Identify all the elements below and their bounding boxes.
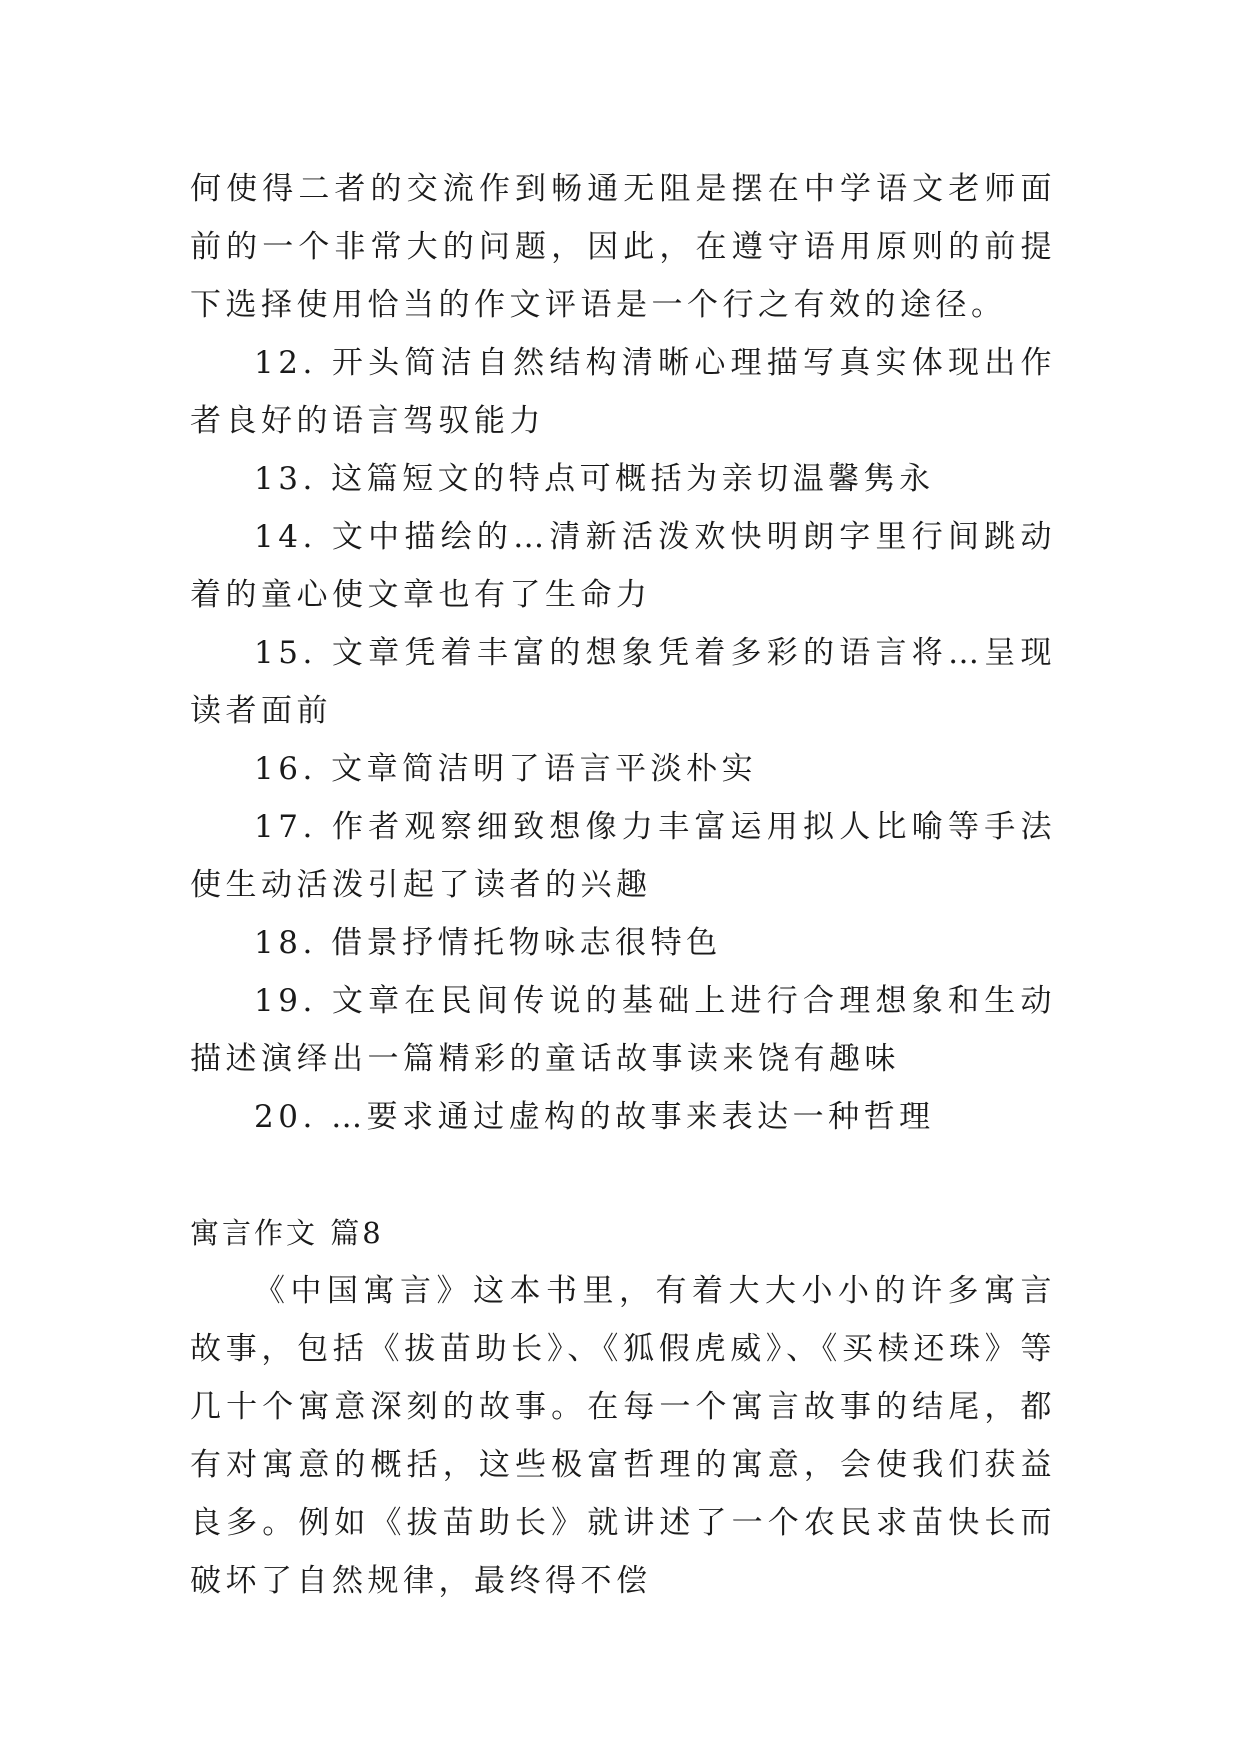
list-item-19: 19. 文章在民间传说的基础上进行合理想象和生动描述演绎出一篇精彩的童话故事读来饶有趣味 bbox=[190, 983, 1056, 1077]
list-item-13: 13. 这篇短文的特点可概括为亲切温馨隽永 bbox=[254, 461, 935, 497]
list-item-17: 17. 作者观察细致想像力丰富运用拟人比喻等手法使生动活泼引起了读者的兴趣 bbox=[190, 809, 1056, 903]
list-item-12: 12. 开头简洁自然结构清晰心理描写真实体现出作者良好的语言驾驭能力 bbox=[190, 345, 1056, 439]
list-item-20: 20. …要求通过虚构的故事来表达一种哲理 bbox=[254, 1099, 935, 1135]
list-item-14: 14. 文中描绘的…清新活泼欢快明朗字里行间跳动着的童心使文章也有了生命力 bbox=[190, 519, 1056, 613]
section-paragraph: 《中国寓言》这本书里，有着大大小小的许多寓言故事，包括《拔苗助长》、《狐假虎威》、《买椟还珠》等几十个寓意深刻的故事。在每一个寓言故事的结尾，都有对寓意的概括，这些极富哲理的寓意，会使我们获益良多。例如《拔苗助长》就讲述了一个农民求苗快长而破坏了自然规律，最终得不偿 bbox=[190, 1273, 1056, 1599]
section-heading: 寓言作文 篇8 bbox=[190, 1216, 384, 1250]
list-item-16: 16. 文章简洁明了语言平淡朴实 bbox=[254, 751, 758, 787]
paragraph-intro: 何使得二者的交流作到畅通无阻是摆在中学语文老师面前的一个非常大的问题，因此，在遵守语用原则的前提下选择使用恰当的作文评语是一个行之有效的途径。 bbox=[190, 171, 1056, 323]
document-page bbox=[190, 160, 1056, 1610]
list-item-15: 15. 文章凭着丰富的想象凭着多彩的语言将…呈现读者面前 bbox=[190, 635, 1056, 729]
list-item-18: 18. 借景抒情托物咏志很特色 bbox=[254, 925, 722, 961]
